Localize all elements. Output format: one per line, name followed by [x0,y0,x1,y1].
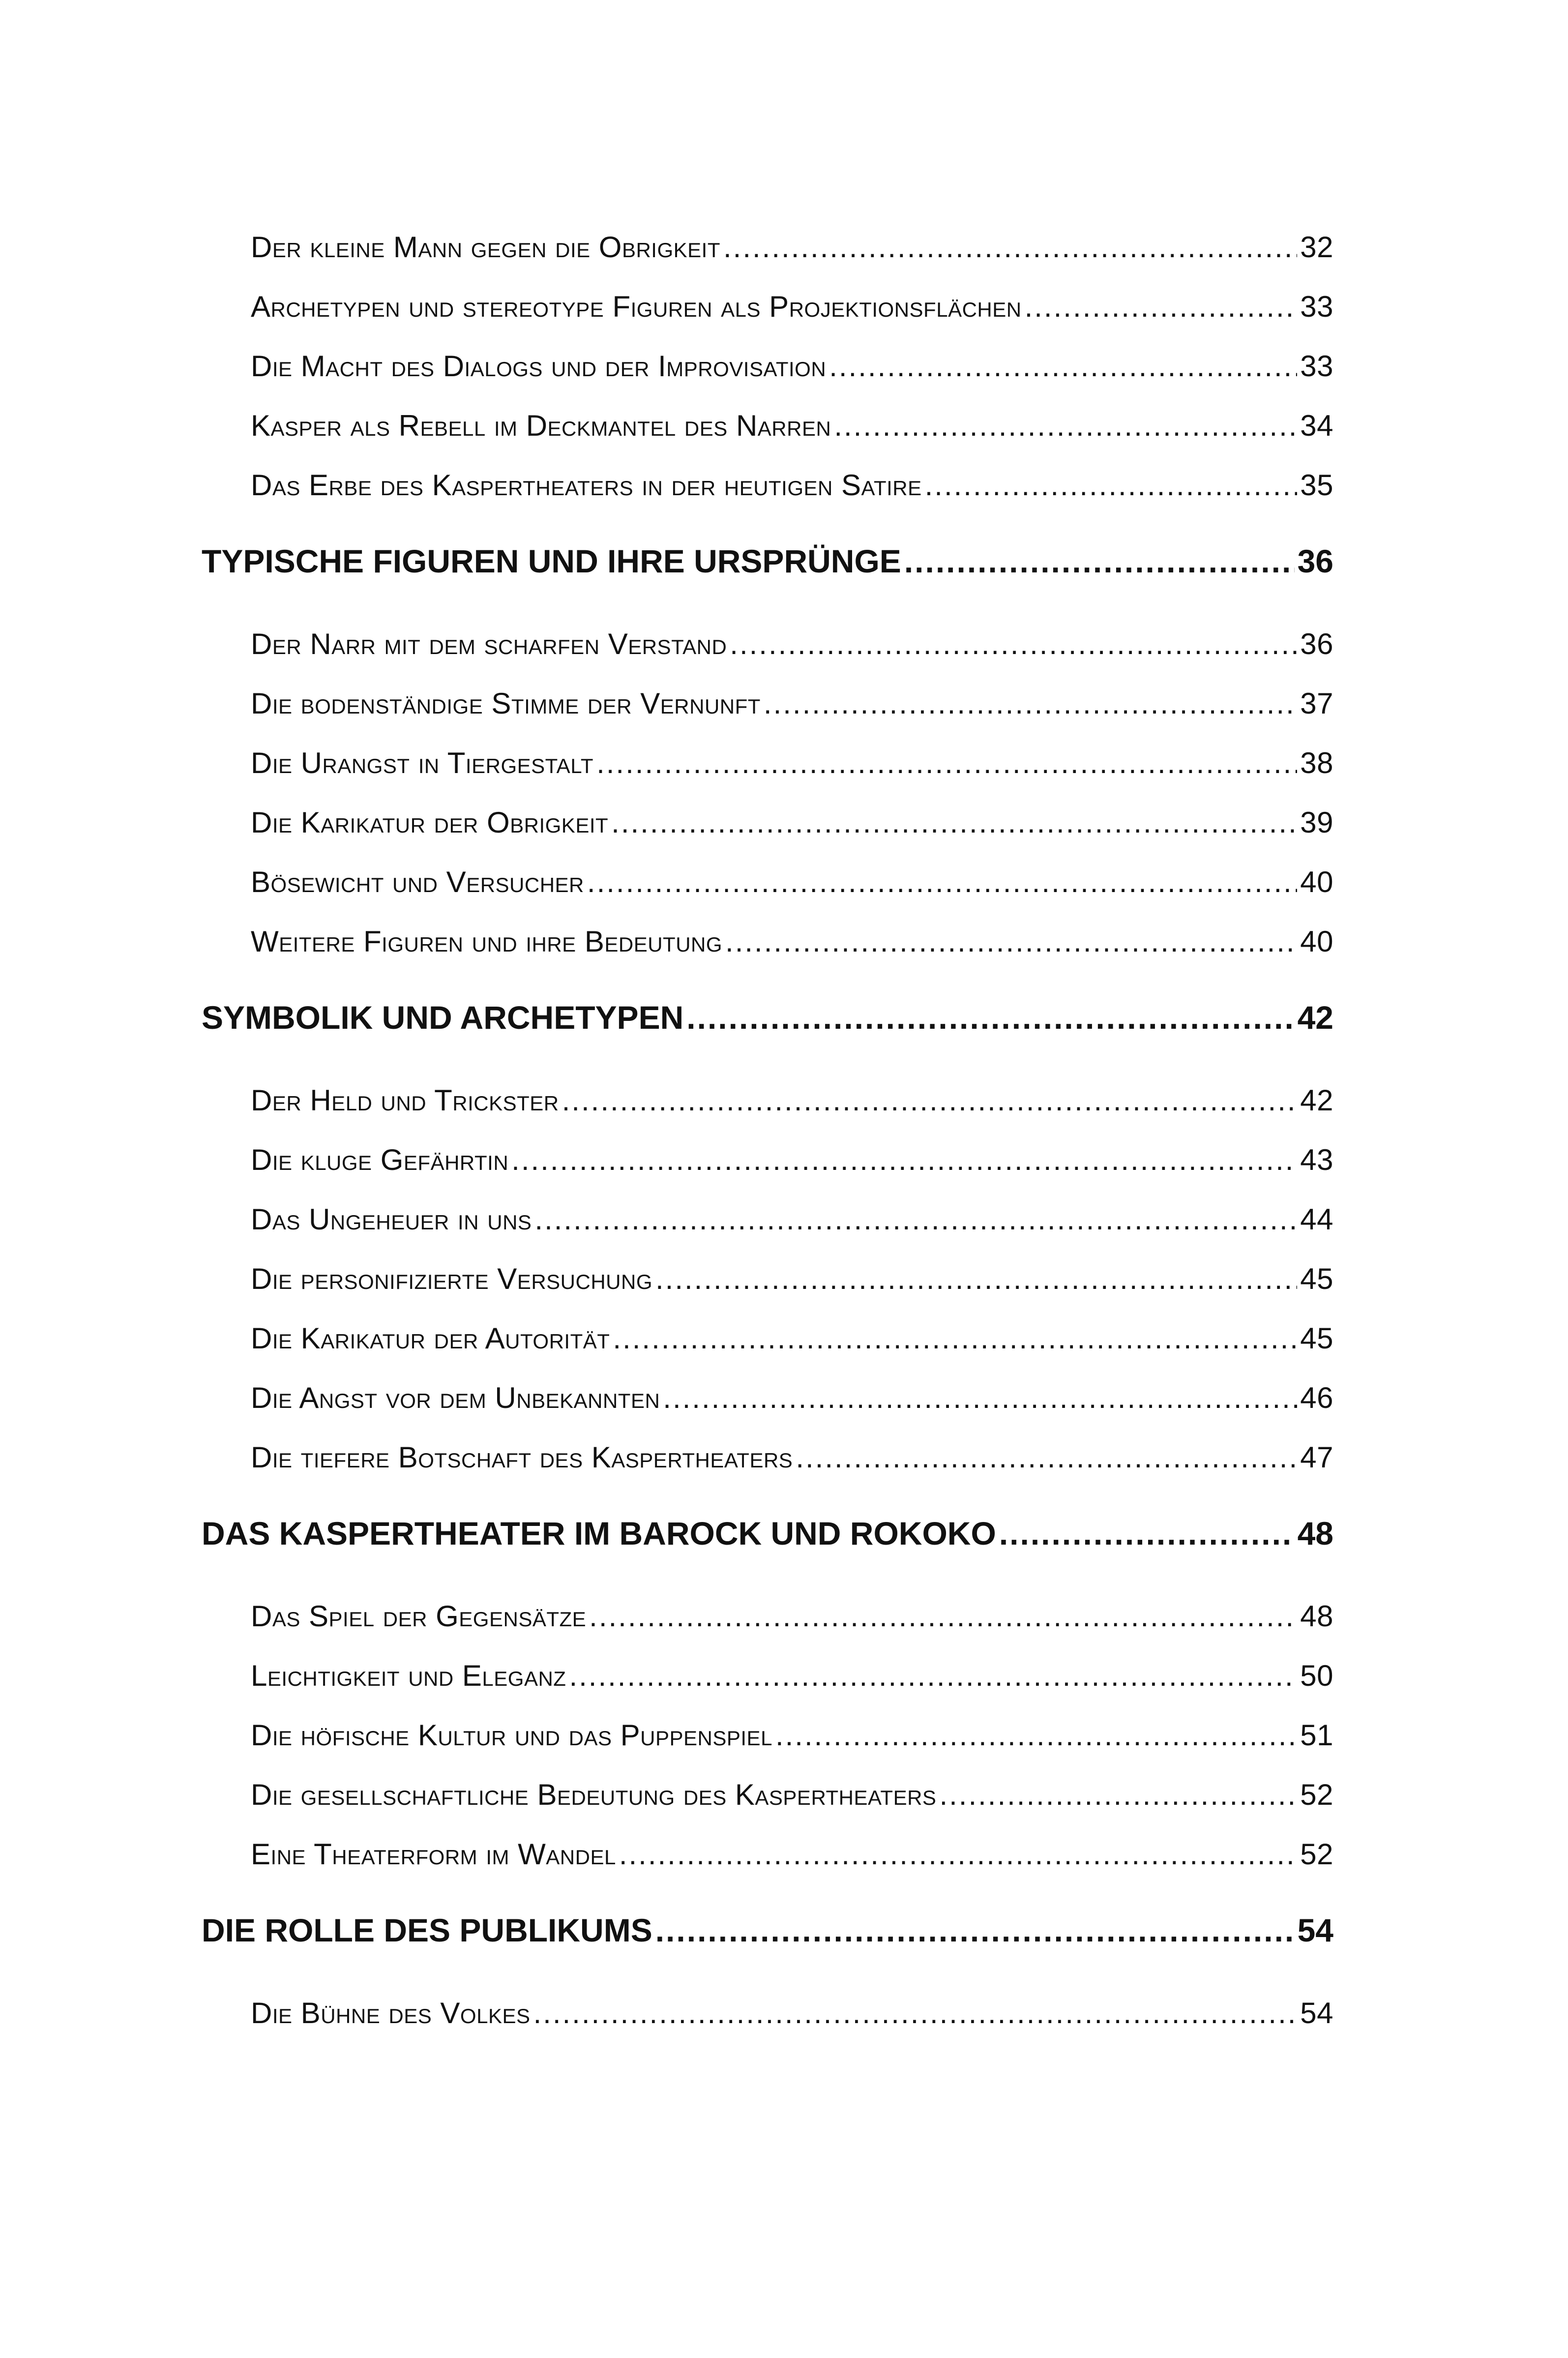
toc-title: Bösewicht und Versucher [251,866,584,898]
toc-chapter-heading [202,994,1333,1083]
toc-entry [251,468,1333,528]
dot-leader [834,409,1297,443]
toc-entry [251,687,1333,746]
toc-page-number: 45 [1300,1322,1333,1355]
toc-entry [251,1202,1333,1262]
toc-title: Die Karikatur der Obrigkeit [251,806,609,839]
toc-entry [251,627,1333,687]
toc-title: Die personifizierte Versuchung [251,1262,652,1295]
toc-page-number: 35 [1300,469,1333,502]
dot-leader [829,349,1297,383]
toc-entry [251,1837,1333,1897]
dot-leader [796,1440,1297,1474]
toc-page-number: 43 [1300,1143,1333,1176]
dot-leader [534,1202,1297,1236]
toc-entry [251,290,1333,349]
toc-page-number: 52 [1300,1778,1333,1811]
toc-title: DIE ROLLE DES PUBLIKUMS [202,1912,652,1948]
toc-entry [251,1996,1333,2056]
toc-page-number: 52 [1300,1838,1333,1871]
toc-title: Die Angst vor dem Unbekannten [251,1381,660,1414]
toc-title: Der kleine Mann gegen die Obrigkeit [251,231,720,264]
dot-leader [613,1321,1297,1355]
dot-leader [655,1262,1297,1296]
toc-title: Die Bühne des Volkes [251,1997,531,2030]
dot-leader [611,806,1297,839]
dot-leader [663,1381,1297,1415]
toc-page-number: 33 [1300,350,1333,383]
dot-leader [569,1659,1297,1693]
toc-title: Das Erbe des Kaspertheaters in der heutigen Satire [251,469,922,502]
toc-entry [251,865,1333,925]
toc-page-number: 44 [1300,1203,1333,1236]
toc-page-number: 54 [1297,1912,1333,1948]
toc-entry [251,349,1333,409]
table-of-contents [202,230,1333,2056]
dot-leader [596,746,1297,780]
toc-title: Leichtigkeit und Eleganz [251,1659,566,1692]
toc-entry [251,1381,1333,1440]
dot-leader [723,230,1297,264]
dot-leader [562,1083,1298,1117]
toc-page-number: 42 [1300,1084,1333,1117]
toc-page-number: 51 [1300,1719,1333,1752]
toc-page-number: 50 [1300,1659,1333,1692]
toc-page-number: 54 [1300,1997,1333,2030]
toc-chapter-heading [202,1510,1333,1599]
toc-title: Die bodenständige Stimme der Vernunft [251,687,761,720]
dot-leader [686,999,1294,1036]
toc-title: Die tiefere Botschaft des Kaspertheaters [251,1441,793,1474]
toc-page-number: 37 [1300,687,1333,720]
dot-leader [655,1911,1295,1949]
toc-entry [251,1262,1333,1321]
toc-title: DAS KASPERTHEATER IM BAROCK UND ROKOKO [202,1515,996,1552]
dot-leader [775,1718,1297,1752]
toc-title: Eine Theaterform im Wandel [251,1838,616,1871]
toc-title: TYPISCHE FIGUREN UND IHRE URSPRÜNGE [202,543,901,579]
toc-page-number: 42 [1297,999,1333,1036]
dot-leader [587,865,1297,899]
toc-title: Archetypen und stereotype Figuren als Projektionsflächen [251,290,1022,323]
toc-title: Die höfische Kultur und das Puppenspiel [251,1719,772,1752]
dot-leader [511,1143,1297,1177]
toc-page-number: 36 [1300,627,1333,660]
toc-page-number: 32 [1300,231,1333,264]
dot-leader [589,1599,1297,1633]
toc-entry [251,746,1333,806]
toc-entry [251,1083,1333,1143]
toc-entry [251,1440,1333,1500]
dot-leader [764,687,1297,720]
toc-entry [251,1659,1333,1718]
toc-page-number: 34 [1300,409,1333,442]
toc-title: Das Spiel der Gegensätze [251,1600,587,1633]
toc-entry [251,1321,1333,1381]
toc-page-number: 38 [1300,746,1333,779]
toc-page-number: 45 [1300,1262,1333,1295]
toc-title: Die kluge Gefährtin [251,1143,509,1176]
toc-page-number: 47 [1300,1441,1333,1474]
toc-title: Weitere Figuren und ihre Bedeutung [251,925,723,958]
toc-page-number: 40 [1300,866,1333,898]
dot-leader [999,1515,1295,1552]
toc-page-number: 36 [1297,543,1333,579]
toc-page-number: 46 [1300,1381,1333,1414]
toc-entry [251,409,1333,468]
toc-chapter-heading [202,1907,1333,1996]
toc-title: Die gesellschaftliche Bedeutung des Kaspertheaters [251,1778,937,1811]
toc-entry [251,1778,1333,1837]
toc-page-number: 48 [1297,1515,1333,1552]
toc-page-number: 40 [1300,925,1333,958]
toc-entry [251,1718,1333,1778]
toc-entry [251,806,1333,865]
toc-page-number: 33 [1300,290,1333,323]
dot-leader [730,627,1297,661]
dot-leader [904,542,1295,580]
toc-title: Die Urangst in Tiergestalt [251,746,594,779]
dot-leader [1025,290,1298,324]
toc-entry [251,1143,1333,1202]
toc-chapter-heading [202,537,1333,627]
toc-entry [251,1599,1333,1659]
dot-leader [725,925,1297,958]
toc-title: Das Ungeheuer in uns [251,1203,532,1236]
toc-title: Die Karikatur der Autorität [251,1322,610,1355]
dot-leader [939,1778,1297,1812]
toc-title: Die Macht des Dialogs und der Improvisation [251,350,827,383]
dot-leader [925,468,1298,502]
toc-title: Der Narr mit dem scharfen Verstand [251,627,727,660]
toc-title: Der Held und Trickster [251,1084,559,1117]
toc-page-number: 48 [1300,1600,1333,1633]
dot-leader [533,1996,1298,2030]
dot-leader [619,1837,1297,1871]
toc-title: Kasper als Rebell im Deckmantel des Narren [251,409,831,442]
toc-title: SYMBOLIK UND ARCHETYPEN [202,999,684,1036]
toc-entry [251,925,1333,984]
toc-entry [251,230,1333,290]
toc-page-number: 39 [1300,806,1333,839]
